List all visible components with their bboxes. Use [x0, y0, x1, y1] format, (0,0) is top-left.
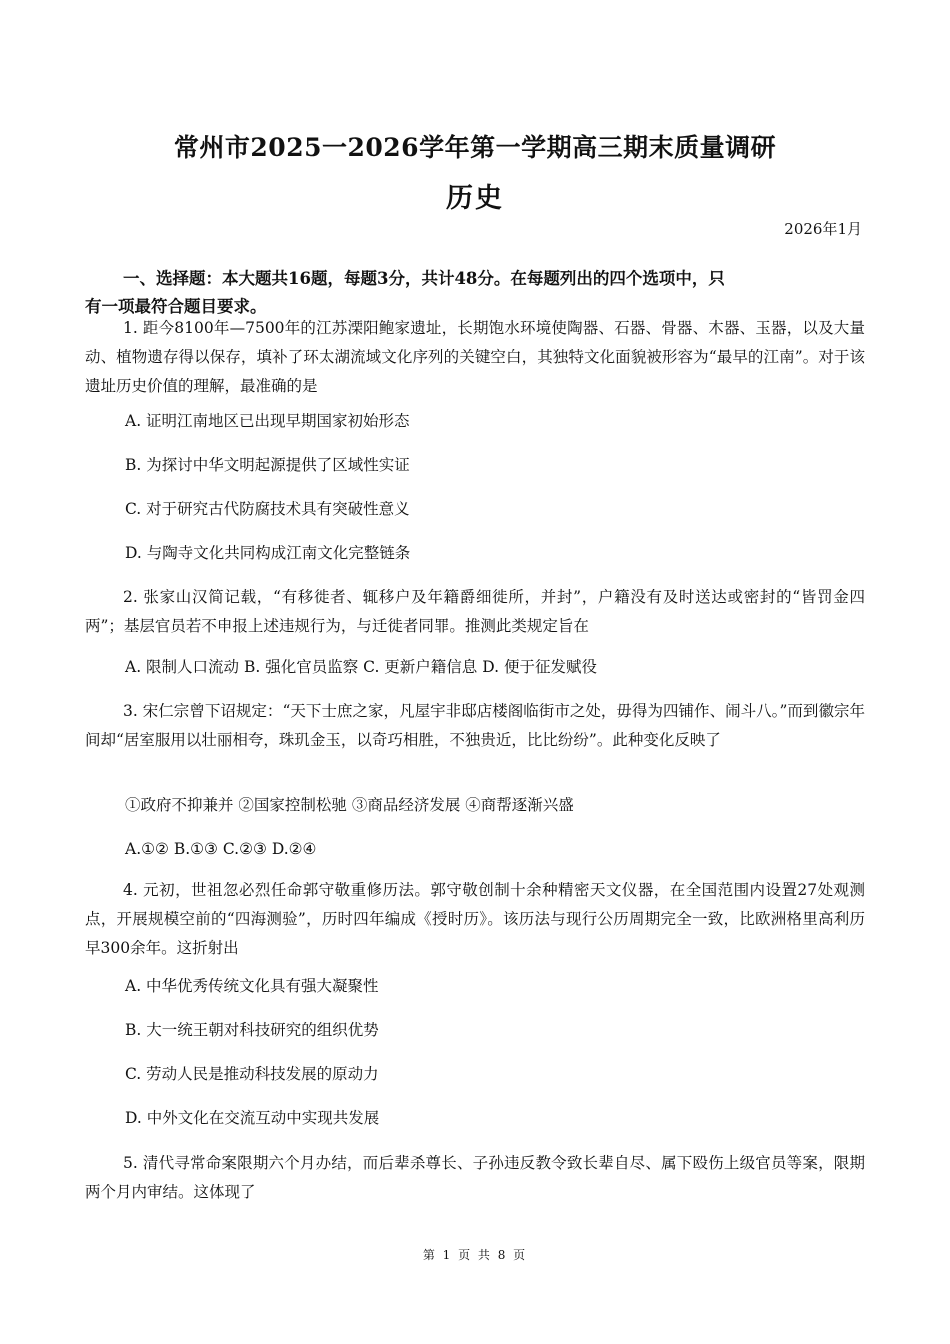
section-heading-line-2: 有一项最符合题目要求。	[85, 297, 267, 316]
question-3-stem: 3. 宋仁宗曾下诏规定：“天下士庶之家，凡屋宇非邸店楼阁临街市之处，毋得为四铺作、闹斗八。”而到徽宗年间却“居室服用以壮丽相夸，珠玑金玉，以奇巧相胜，不独贵近，比比纷纷”。此种变化反映了	[85, 702, 865, 749]
question-3-options: A.①② B.①③ C.②③ D.②④	[125, 840, 317, 858]
question-1-stem: 1. 距今8100年—7500年的江苏溧阳鲍家遗址，长期饱水环境使陶器、石器、骨器、木器、玉器，以及大量动、植物遗存得以保存，填补了环太湖流域文化序列的关键空白，其独特文化面貌被形容为“最早的江南”。对于该遗址历史价值的理解，最准确的是	[85, 319, 865, 395]
question-1-option-b: B. 为探讨中华文明起源提供了区域性实证	[125, 456, 410, 474]
question-1-option-d: D. 与陶寺文化共同构成江南文化完整链条	[125, 544, 411, 562]
question-4-option-a: A. 中华优秀传统文化具有强大凝聚性	[125, 977, 379, 995]
exam-title: 常州市2025一2026学年第一学期高三期末质量调研	[173, 133, 777, 162]
question-1-option-c: C. 对于研究古代防腐技术具有突破性意义	[125, 500, 410, 518]
question-2-options: A. 限制人口流动 B. 强化官员监察 C. 更新户籍信息 D. 便于征发赋役	[125, 658, 597, 676]
exam-date: 2026年1月	[784, 220, 862, 238]
question-3-statements: ①政府不抑兼并 ②国家控制松驰 ③商品经济发展 ④商帮逐渐兴盛	[125, 796, 574, 814]
page-footer: 第 1 页 共 8 页	[422, 1248, 528, 1262]
section-heading-line-1: 一、选择题：本大题共16题，每题3分，共计48分。在每题列出的四个选项中，只	[123, 269, 725, 288]
question-5-stem: 5. 清代寻常命案限期六个月办结，而后辈杀尊长、子孙违反教令致长辈自尽、属下殴伤上级官员等案，限期两个月内审结。这体现了	[85, 1154, 865, 1201]
question-4-option-d: D. 中外文化在交流互动中实现共发展	[125, 1109, 380, 1127]
question-1-option-a: A. 证明江南地区已出现早期国家初始形态	[125, 412, 410, 430]
section-heading	[85, 265, 865, 321]
question-4-option-c: C. 劳动人民是推动科技发展的原动力	[125, 1065, 379, 1083]
question-2-stem: 2. 张家山汉简记载，“有移徙者、辄移户及年籍爵细徙所，并封”，户籍没有及时送达或密封的“皆罚金四两”；基层官员若不申报上述违规行为，与迁徙者同罪。推测此类规定旨在	[85, 588, 865, 635]
subject-title: 历史	[446, 183, 504, 214]
question-4-option-b: B. 大一统王朝对科技研究的组织优势	[125, 1021, 379, 1039]
question-4-stem: 4. 元初，世祖忽必烈任命郭守敬重修历法。郭守敬创制十余种精密天文仪器，在全国范围内设置27处观测点，开展规模空前的“四海测验”，历时四年编成《授时历》。该历法与现行公历周期完全一致，比欧洲格里高利历早300余年。这折射出	[85, 881, 865, 957]
